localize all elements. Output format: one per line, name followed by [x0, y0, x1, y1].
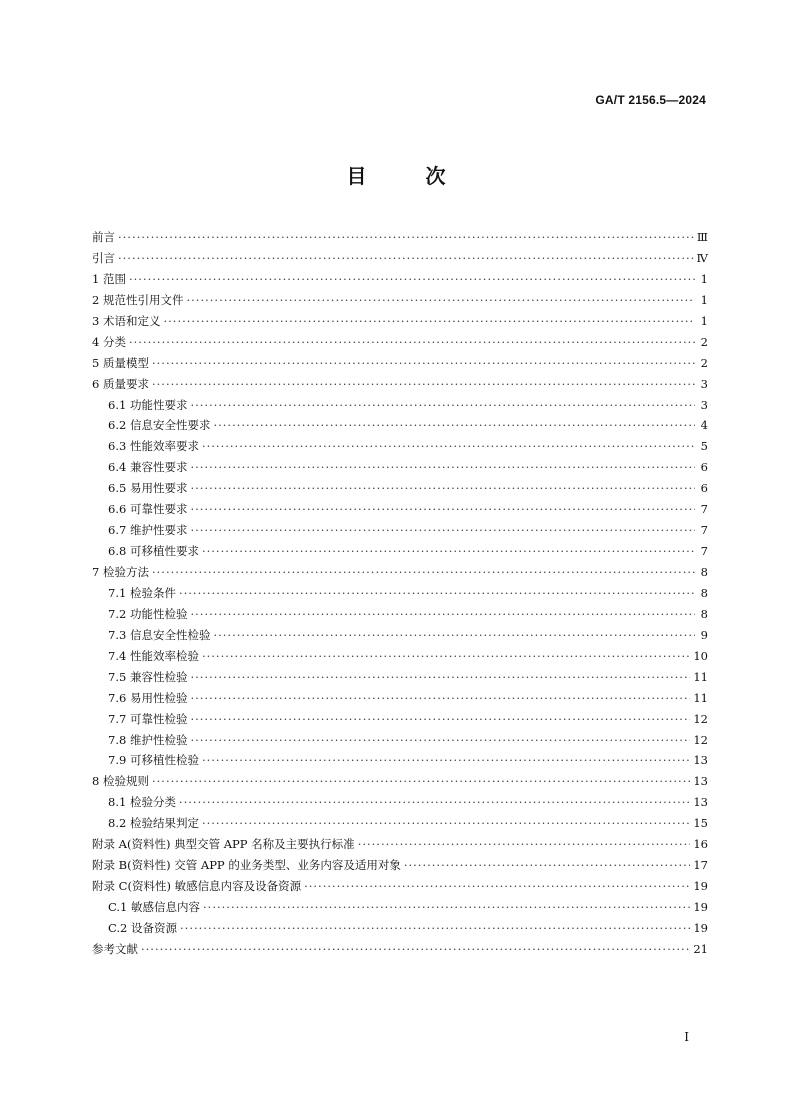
toc-leader-dots [152, 562, 695, 583]
toc-leader-dots [202, 436, 695, 457]
toc-entry-page: 19 [693, 900, 708, 914]
toc-entry-label: 4 分类 [92, 334, 126, 349]
toc-entry-page: Ⅲ [696, 230, 708, 244]
toc-leader-dots [203, 897, 690, 918]
toc-entry-label: 7.5 兼容性检验 [108, 669, 188, 684]
toc-entry-page: 16 [693, 837, 708, 852]
toc-entry[interactable] [92, 876, 708, 897]
toc-leader-dots [152, 771, 690, 792]
toc-leader-dots [190, 395, 695, 416]
toc-entry-page: 8 [700, 565, 708, 579]
toc-entry-label: 6.3 性能效率要求 [108, 439, 199, 454]
toc-entry[interactable] [92, 562, 708, 583]
toc-entry-page: 15 [693, 816, 708, 831]
standard-code: GA/T 2156.5—2024 [595, 93, 706, 107]
toc-entry[interactable] [92, 813, 708, 834]
toc-entry-label: 8.1 检验分类 [108, 795, 176, 810]
toc-entry-page: 8 [700, 585, 708, 600]
toc-entry-page: 12 [693, 732, 708, 747]
toc-entry[interactable] [92, 688, 708, 709]
toc-entry-label: 7.3 信息安全性检验 [108, 627, 211, 642]
toc-entry-label: 7 检验方法 [92, 565, 149, 579]
toc-leader-dots [163, 311, 695, 332]
toc-entry-page: 12 [693, 711, 708, 726]
toc-entry[interactable] [92, 457, 708, 478]
toc-leader-dots [129, 269, 695, 290]
toc-entry-label: 6.6 可靠性要求 [108, 502, 188, 517]
toc-entry-page: Ⅳ [696, 250, 708, 265]
toc-leader-dots [190, 499, 695, 520]
toc-entry[interactable] [92, 374, 708, 395]
toc-entry[interactable] [92, 918, 708, 939]
toc-entry-page: 13 [693, 795, 708, 810]
toc-leader-dots [202, 750, 690, 771]
toc-entry[interactable] [92, 667, 708, 688]
toc-entry-label: C.1 敏感信息内容 [108, 900, 201, 914]
toc-entry[interactable] [92, 771, 708, 792]
toc-leader-dots [202, 646, 690, 667]
toc-entry[interactable] [92, 855, 708, 876]
toc-entry-page: 19 [693, 920, 708, 935]
toc-entry-page: 11 [693, 669, 708, 684]
toc-entry-page: 2 [700, 334, 708, 349]
toc-entry-page: 2 [700, 355, 708, 370]
toc-entry[interactable] [92, 332, 708, 353]
toc-entry-page: 6 [700, 481, 708, 496]
toc-leader-dots [202, 541, 695, 562]
toc-entry-label: 附录 B(资料性) 交管 APP 的业务类型、业务内容及适用对象 [92, 858, 401, 873]
toc-entry-label: 7.2 功能性检验 [108, 606, 188, 621]
toc-entry[interactable] [92, 290, 708, 311]
toc-entry-page: 19 [693, 879, 708, 894]
toc-entry-page: 3 [700, 397, 708, 412]
toc-entry[interactable] [92, 520, 708, 541]
toc-entry-label: 7.9 可移植性检验 [108, 753, 199, 768]
table-of-contents [92, 227, 708, 960]
toc-entry[interactable] [92, 939, 708, 960]
toc-entry-label: 引言 [92, 250, 115, 265]
toc-entry-label: 7.8 维护性检验 [108, 732, 188, 747]
toc-entry[interactable] [92, 604, 708, 625]
toc-entry[interactable] [92, 248, 708, 269]
toc-entry-page: 3 [700, 376, 708, 391]
toc-leader-dots [304, 876, 690, 897]
toc-entry[interactable] [92, 834, 708, 855]
toc-entry[interactable] [92, 709, 708, 730]
toc-entry[interactable] [92, 792, 708, 813]
toc-entry-label: 6.2 信息安全性要求 [108, 418, 211, 433]
toc-leader-dots [190, 604, 695, 625]
toc-entry-page: 4 [700, 418, 708, 433]
toc-entry-page: 9 [700, 627, 708, 642]
toc-leader-dots [190, 478, 695, 499]
toc-leader-dots [190, 688, 690, 709]
toc-entry-label: 7.7 可靠性检验 [108, 711, 188, 726]
toc-entry[interactable] [92, 730, 708, 751]
toc-leader-dots [190, 457, 695, 478]
toc-entry-page: 5 [700, 439, 708, 454]
toc-leader-dots [118, 227, 694, 248]
toc-leader-dots [179, 792, 690, 813]
toc-entry-label: 参考文献 [92, 941, 138, 956]
toc-entry-label: 前言 [92, 230, 115, 244]
toc-leader-dots [213, 625, 695, 646]
toc-entry[interactable] [92, 269, 708, 290]
toc-entry-page: 7 [700, 544, 708, 559]
toc-entry-label: 6 质量要求 [92, 376, 149, 391]
toc-entry-label: 6.1 功能性要求 [108, 397, 188, 412]
toc-leader-dots [152, 374, 695, 395]
toc-entry-label: 7.6 易用性检验 [108, 690, 188, 705]
toc-entry-label: 8 检验规则 [92, 774, 149, 789]
toc-leader-dots [190, 709, 690, 730]
toc-entry[interactable] [92, 436, 708, 457]
toc-entry-page: 1 [700, 271, 708, 286]
toc-entry-label: 2 规范性引用文件 [92, 292, 184, 307]
toc-leader-dots [180, 918, 690, 939]
toc-entry-page: 1 [700, 292, 708, 307]
toc-entry[interactable] [92, 583, 708, 604]
toc-leader-dots [190, 730, 690, 751]
toc-entry-label: 3 术语和定义 [92, 313, 161, 328]
toc-entry-page: 7 [700, 502, 708, 517]
toc-entry[interactable] [92, 499, 708, 520]
toc-leader-dots [358, 834, 691, 855]
toc-entry-page: 8 [700, 606, 708, 621]
toc-entry-label: C.2 设备资源 [108, 920, 178, 935]
toc-entry-page: 11 [693, 690, 708, 705]
toc-entry-page: 6 [700, 460, 708, 475]
toc-entry-page: 13 [693, 774, 708, 789]
page-number: I [684, 1030, 689, 1044]
toc-entry-label: 7.4 性能效率检验 [108, 648, 199, 663]
toc-entry-label: 6.4 兼容性要求 [108, 460, 188, 475]
toc-leader-dots [141, 939, 690, 960]
toc-entry-label: 7.1 检验条件 [108, 585, 176, 600]
toc-leader-dots [179, 583, 695, 604]
toc-entry-page: 21 [693, 941, 708, 956]
toc-entry[interactable] [92, 353, 708, 374]
toc-entry-label: 1 范围 [92, 271, 126, 286]
toc-entry-label: 8.2 检验结果判定 [108, 816, 199, 831]
toc-leader-dots [404, 855, 691, 876]
toc-leader-dots [118, 248, 694, 269]
toc-entry-label: 6.7 维护性要求 [108, 523, 188, 538]
toc-entry-label: 6.8 可移植性要求 [108, 544, 199, 559]
toc-entry-page: 7 [700, 523, 708, 538]
toc-entry-label: 5 质量模型 [92, 355, 149, 370]
toc-entry-label: 6.5 易用性要求 [108, 481, 188, 496]
toc-entry[interactable] [92, 478, 708, 499]
toc-leader-dots [186, 290, 695, 311]
toc-leader-dots [213, 415, 695, 436]
toc-entry[interactable] [92, 311, 708, 332]
toc-leader-dots [129, 332, 695, 353]
toc-entry-label: 附录 C(资料性) 敏感信息内容及设备资源 [92, 879, 302, 894]
toc-entry[interactable] [92, 541, 708, 562]
toc-entry-label: 附录 A(资料性) 典型交管 APP 名称及主要执行标准 [92, 837, 355, 852]
toc-entry[interactable] [92, 646, 708, 667]
toc-entry[interactable] [92, 227, 708, 248]
toc-entry-page: 10 [693, 648, 708, 663]
toc-entry[interactable] [92, 625, 708, 646]
toc-leader-dots [190, 667, 690, 688]
toc-entry[interactable] [92, 750, 708, 771]
toc-entry-page: 17 [693, 858, 708, 873]
toc-entry-page: 1 [700, 313, 708, 328]
toc-entry[interactable] [92, 415, 708, 436]
toc-entry[interactable] [92, 897, 708, 918]
toc-entry-page: 13 [693, 753, 708, 768]
toc-leader-dots [202, 813, 690, 834]
page-title: 目 次 [346, 164, 472, 188]
toc-leader-dots [190, 520, 695, 541]
toc-entry[interactable] [92, 395, 708, 416]
toc-leader-dots [152, 353, 695, 374]
